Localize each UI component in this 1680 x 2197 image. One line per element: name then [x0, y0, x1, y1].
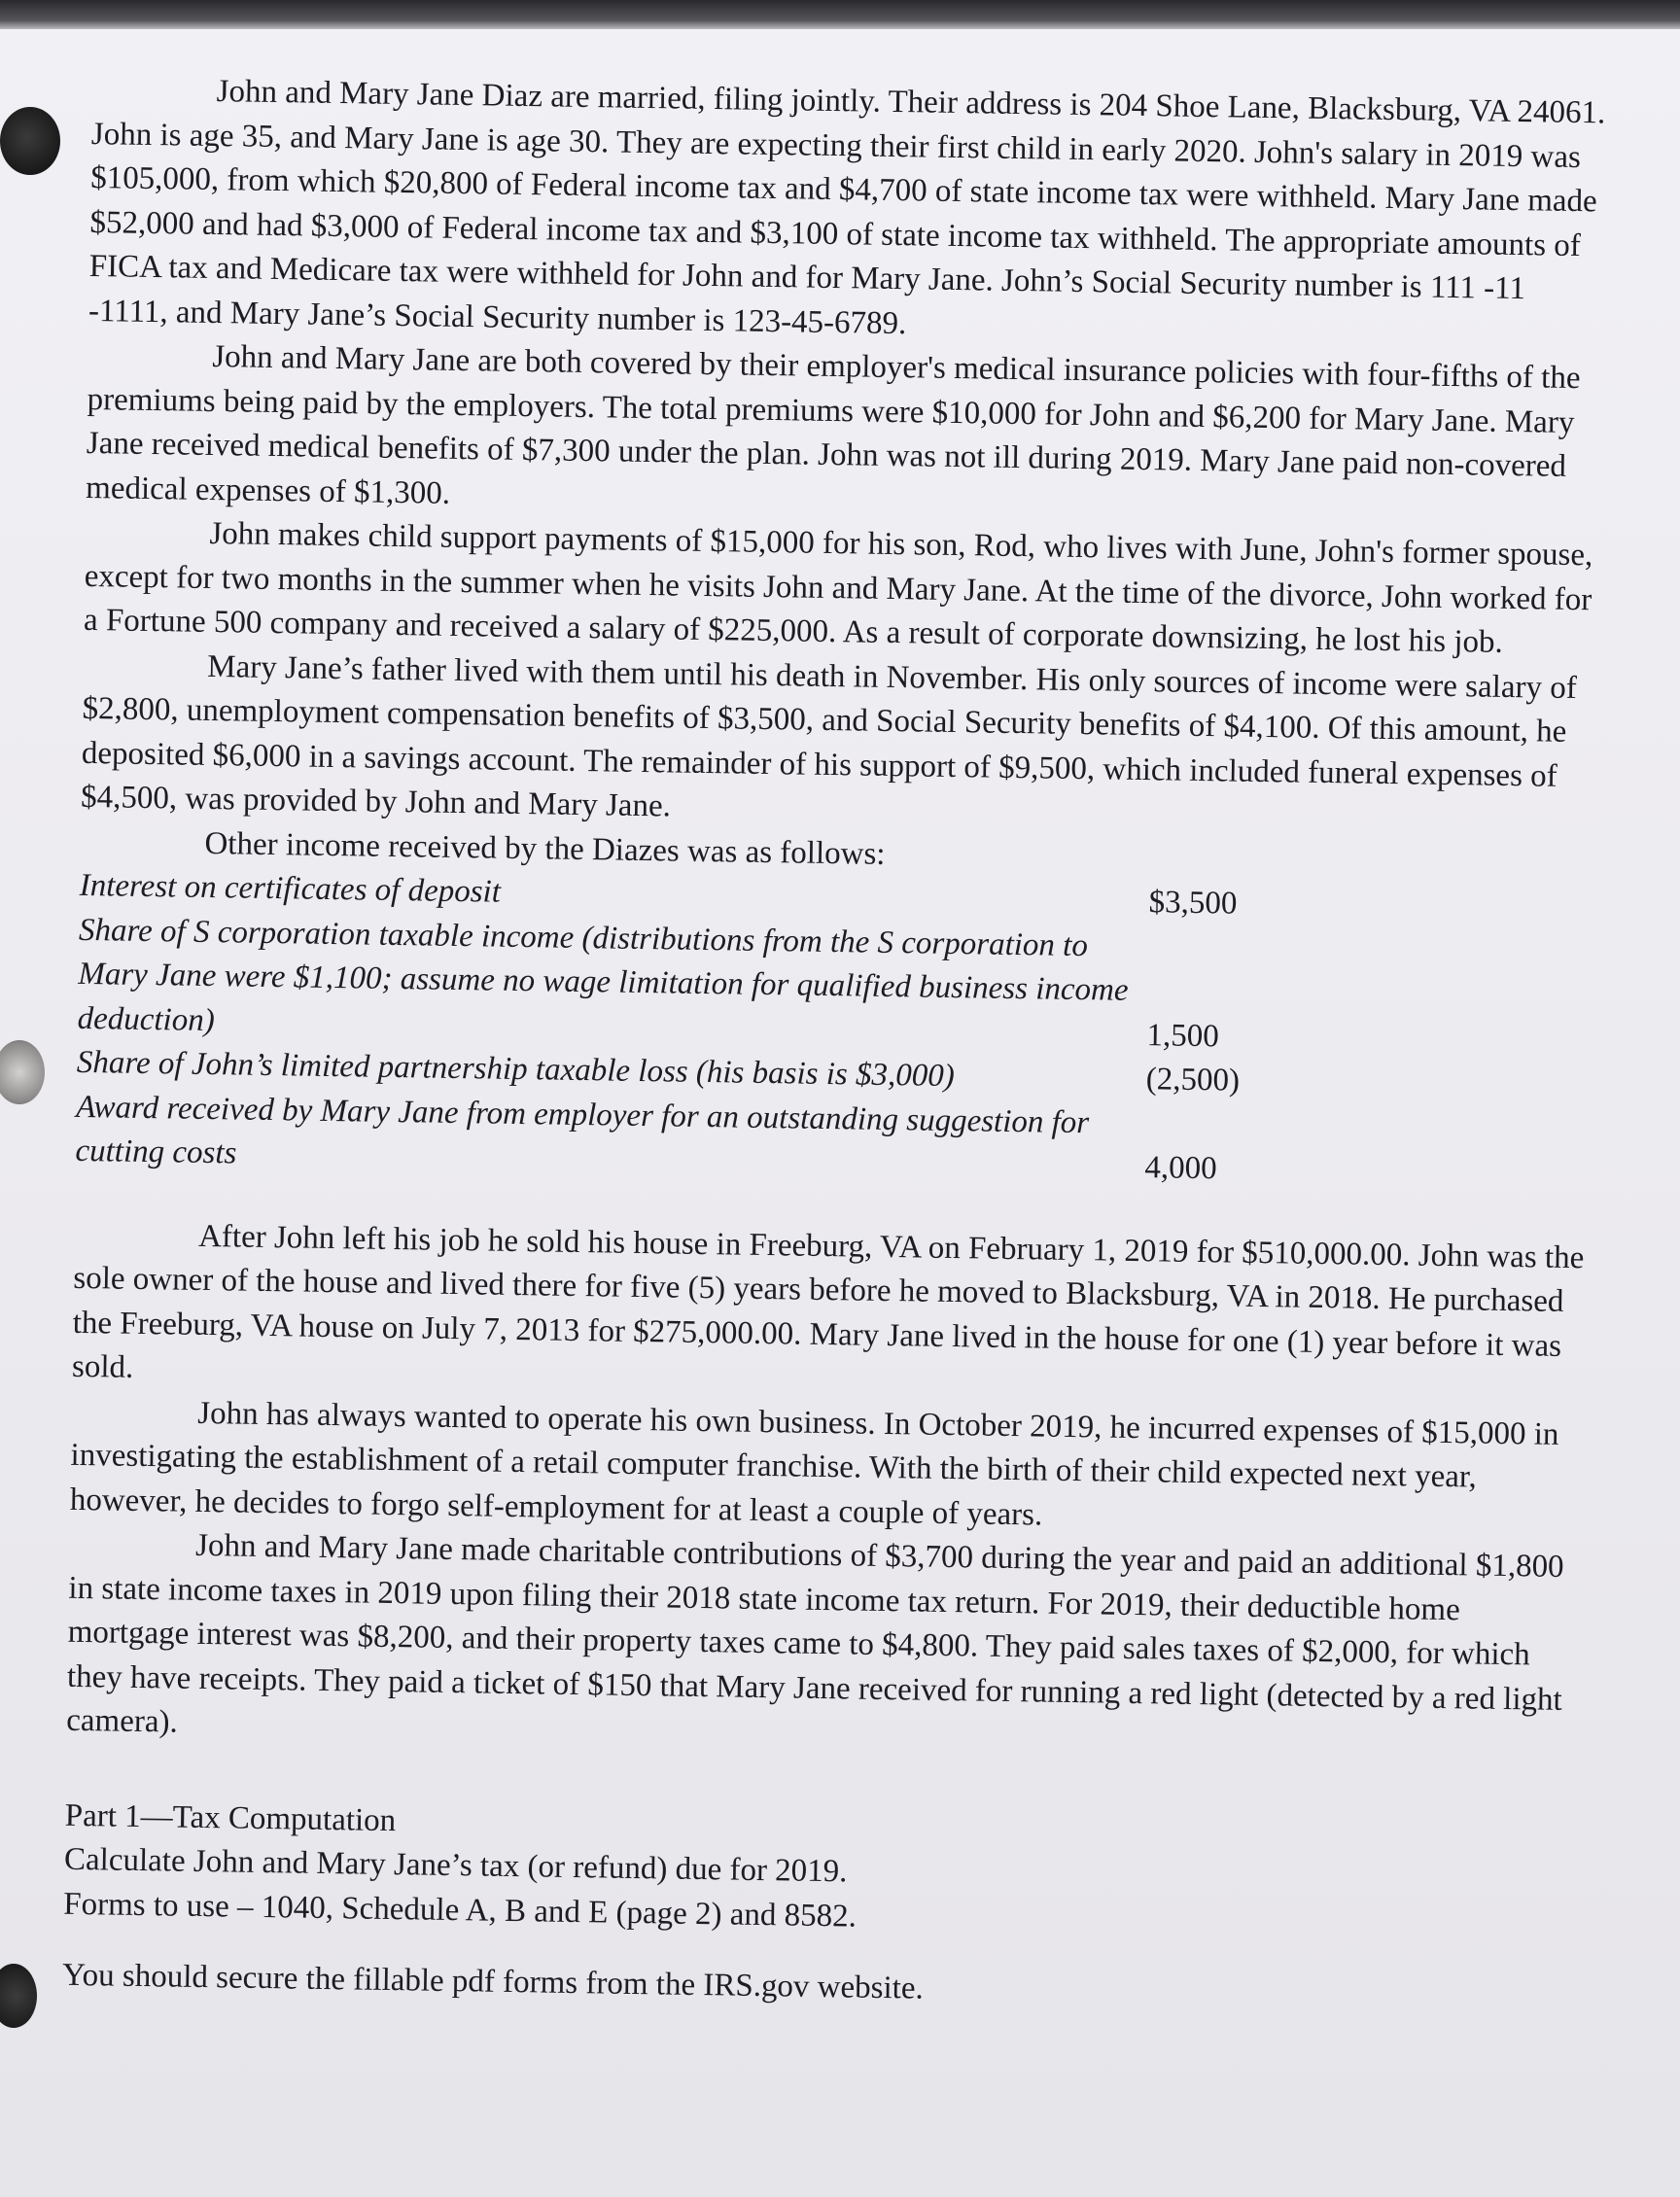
income-label: Award received by Mary Jane from employer for an outstanding suggestion for cutting costs	[75, 1089, 1090, 1171]
part1-heading: Part 1—Tax Computation	[64, 1797, 397, 1838]
binder-hole-top	[0, 107, 60, 175]
income-amount: 4,000	[1144, 1150, 1217, 1187]
part1-forms: Forms to use – 1040, Schedule A, B and E (page 2) and 8582.	[63, 1886, 858, 1935]
paragraph-other-income-intro: Other income received by the Diazes was as follows:	[204, 825, 886, 872]
problem-text	[62, 68, 1609, 2022]
photo-top-edge	[0, 0, 1680, 29]
paragraph-father-support: Mary Jane’s father lived with them until his death in November. His only sources of income were salary of $2,800, unemployment compensation benefits of $3,500, and Social Security benefits of $4,100. Of this amount, he deposited $6,000 in a savings account. The remainder of his support of $9,500, which included funeral expenses of $4,500, was provided by John and Mary Jane.	[80, 648, 1578, 824]
income-label: Share of John’s limited partnership taxable loss (his basis is $3,000)	[76, 1044, 956, 1095]
income-amount: 1,500	[1146, 1017, 1220, 1054]
income-row	[77, 908, 1343, 1061]
part1-instruction: Calculate John and Mary Jane’s tax (or refund) due for 2019.	[63, 1841, 848, 1890]
binder-hole-bottom	[0, 1964, 37, 2028]
paragraph-child-support: John makes child support payments of $15,000 for his son, Rod, who lives with June, John's former spouse, except for two months in the summer when he visits John and Mary Jane. At the time of the divorce, John worked for a Fortune 500 company and received a salary of $225,000. As a result of corporate downsizing, he lost his job.	[83, 515, 1593, 660]
paragraph-taxpayer-info: John and Mary Jane Diaz are married, filing jointly. Their address is 204 Shoe Lane, Blacksburg, VA 24061. John is age 35, and Mary Jane is age 30. They are expecting their first child in early 2020. John's salary in 2019 was $105,000, from which $20,800 of Federal income tax and $4,700 of state income tax were withheld. Mary Jane made $52,000 and had $3,000 of Federal income tax and $3,100 of state income tax withheld. The appropriate amounts of FICA tax and Medicare tax were withheld for John and for Mary Jane. John’s Social Security number is 111 -11 -1111, and Mary Jane’s Social Security number is 123-45-6789.	[88, 74, 1606, 341]
paragraph-medical-insurance: John and Mary Jane are both covered by their employer's medical insurance policies with four-fifths of the premiums being paid by the employers. The total premiums were $10,000 for John and $6,200 for Mary Jane. Mary Jane received medical benefits of $7,300 under the plan. John was not ill during 2019. Mary Jane paid non-covered medical expenses of $1,300.	[85, 338, 1581, 511]
paragraph-house-sale: After John left his job he sold his house in Freeburg, VA on February 1, 2019 for $510,000.00. John was the sole owner of the house and lived there for five (5) years before he moved to Blacksburg, VA in 2018. He purchased the Freeburg, VA house on July 7, 2013 for $275,000.00. Mary Jane lived in the house for one (1) year before it was sold.	[71, 1218, 1585, 1385]
income-amount: (2,500)	[1145, 1062, 1241, 1098]
binder-hole-middle	[0, 1040, 45, 1104]
paragraph-deductions: John and Mary Jane made charitable contributions of $3,700 during the year and paid an additional $1,800 in state income taxes in 2019 upon filing their 2018 state income tax return. For 2019, their deductible home mortgage interest was $8,200, and their property taxes came to $4,800. They paid sales taxes of $2,000, for which they have receipts. They paid a ticket of $150 that Mary Jane received for running a red light (detected by a red light camera).	[66, 1527, 1564, 1740]
paragraph-business-expenses: John has always wanted to operate his own business. In October 2019, he incurred expenses of $15,000 in investigating the establishment of a retail computer franchise. With the birth of their child expected next year, however, he decides to forgo self-employment for at least a couple of years.	[69, 1395, 1559, 1533]
part1-note: You should secure the fillable pdf forms from the IRS.gov website.	[61, 1957, 925, 2006]
income-label: Interest on certificates of deposit	[79, 867, 502, 910]
income-amount: $3,500	[1148, 885, 1238, 922]
other-income-table	[75, 864, 1344, 1194]
income-label: Share of S corporation taxable income (distributions from the S corporation to Mary Jane were $1,100; assume no wage limitation for qualified business income deduction)	[77, 912, 1129, 1038]
